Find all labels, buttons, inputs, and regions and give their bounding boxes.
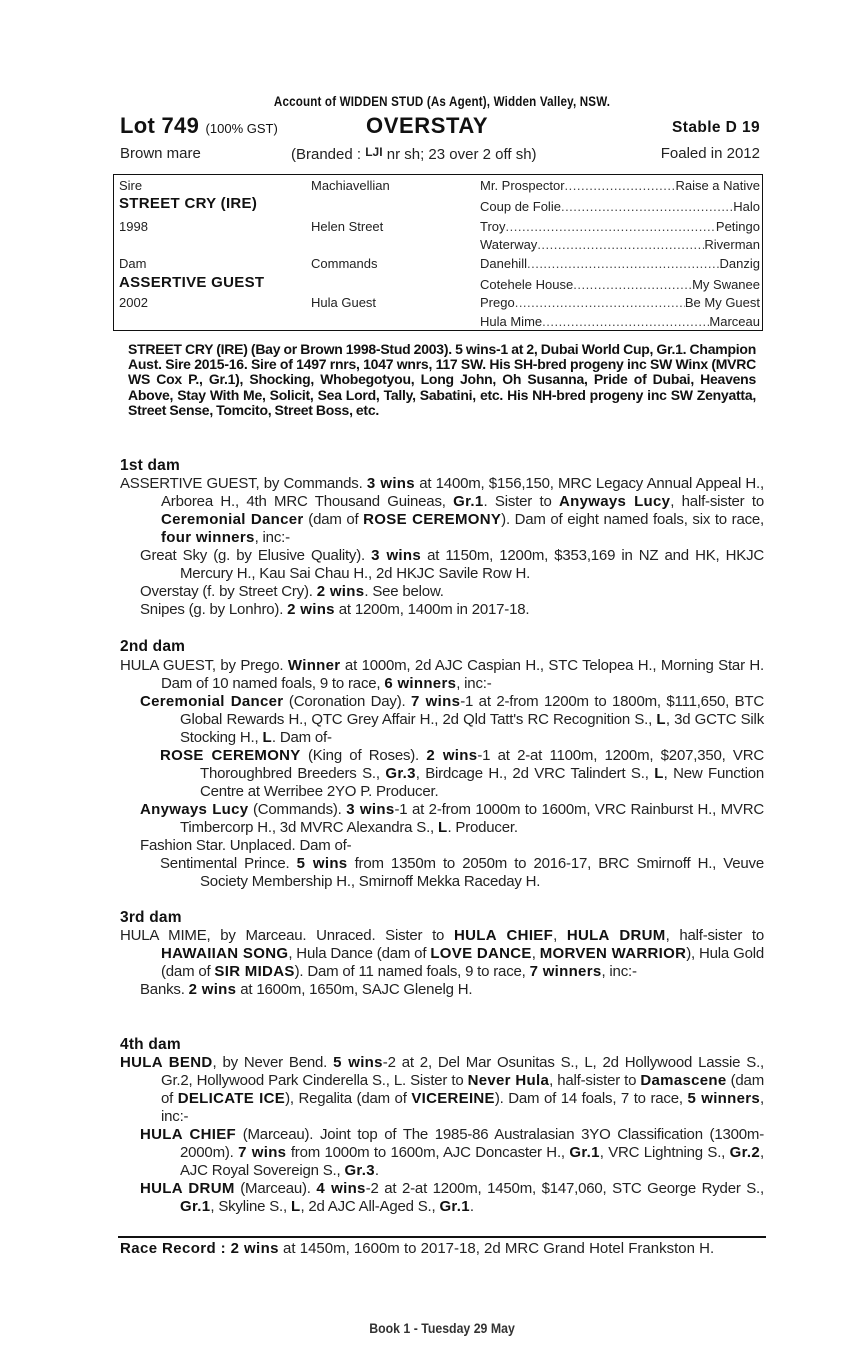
dam1-progeny: Great Sky (g. by Elusive Quality). 3 wins at 1150m, 1200m, $353,169 in NZ and HK, HKJC Mercury H., Kau Sai Chau H., 2d HKJC Savile Row H. — [140, 547, 765, 582]
page-footer: Book 1 - Tuesday 29 May — [369, 1320, 515, 1336]
bold-run: 5 wins — [296, 855, 348, 872]
dot-leader — [515, 295, 685, 310]
bold-run: HULA DRUM — [566, 927, 666, 944]
horse-description — [120, 145, 766, 165]
gg-left: Hula Mime — [480, 314, 543, 329]
dot-leader — [542, 314, 709, 329]
bold-run: 2 wins — [188, 981, 237, 998]
sire-summary: STREET CRY (IRE) (Bay or Brown 1998-Stud 2003). 5 wins-1 at 2, Dubai World Cup, Gr.1. Champion Aust. Sire 2015-16. Sire of 1497 rnrs, 1047 wnrs, 117 SW. His SH-bred progeny inc SW Winx (MVRC WS Cox P., Gr.1), Shocking, Whobegotyou, Long John, Oh Susanna, Pride of Dubai, Heavens Above, Stay With Me, Solicit, Sea Lord, Tally, Sabatini, etc. His NH-bred progeny inc SW Zenyatta, Street Sense, Tomcito, Street Boss, etc. — [128, 341, 756, 418]
dam1-progeny: Overstay (f. by Street Cry). 2 wins. See below. — [140, 583, 444, 600]
dam4-progeny: HULA DRUM (Marceau). 4 wins-2 at 2-at 1200m, 1450m, $147,060, STC George Ryder S., Gr.1, Skyline S., L, 2d AJC All-Aged S., Gr.1. — [140, 1180, 764, 1215]
grandparent-row — [480, 295, 760, 310]
bold-run: Gr.1 — [453, 493, 484, 510]
stable-location: Stable D 19 — [672, 119, 760, 136]
lot-header — [120, 113, 766, 141]
sire-sire: Machiavellian — [311, 178, 390, 193]
gg-right: Halo — [733, 199, 760, 214]
bold-run: Anyways Lucy — [140, 801, 249, 818]
dam1-progeny: Snipes (g. by Lonhro). 2 wins at 1200m, 1400m in 2017-18. — [140, 601, 530, 618]
section-heading-3rd-dam: 3rd dam — [120, 909, 182, 926]
bold-run: VICEREINE — [411, 1090, 495, 1107]
bold-run: 4 wins — [316, 1180, 366, 1197]
dam2-grand-progeny: Sentimental Prince. 5 wins from 1350m to 2050m to 2016-17, BRC Smirnoff H., Veuve Society Membership H., Smirnoff Mekka Raceday H. — [160, 855, 764, 890]
bold-run: 5 winners — [687, 1090, 761, 1107]
bold-run: 6 winners — [384, 675, 457, 692]
dot-leader — [537, 237, 704, 252]
bold-run: four winners — [161, 529, 255, 546]
bold-run: 7 wins — [238, 1144, 287, 1161]
bold-run: 2 wins — [316, 583, 365, 600]
vendor-line: Account of WIDDEN STUD (As Agent), Widden Valley, NSW. — [273, 94, 611, 109]
pedigree-box — [113, 174, 763, 331]
race-record: Race Record : 2 wins at 1450m, 1600m to 2017-18, 2d MRC Grand Hotel Frankston H. — [120, 1240, 715, 1257]
dam4-progeny: HULA CHIEF (Marceau). Joint top of The 1985-86 Australasian 3YO Classification (1300m-2000m). 7 wins from 1000m to 1600m, AJC Doncaster H., Gr.1, VRC Lightning S., Gr.2, AJC Royal Sovereign S., Gr.3. — [140, 1126, 764, 1179]
dam-year: 2002 — [119, 295, 148, 310]
brand-mark-icon: LJI — [365, 145, 383, 159]
bold-run: Damascene — [640, 1072, 727, 1089]
dam-label: Dam — [119, 256, 147, 271]
gg-left: Cotehele House — [480, 277, 574, 292]
gg-left: Waterway — [480, 237, 538, 252]
grandparent-row — [480, 199, 760, 214]
bold-run: DELICATE ICE — [177, 1090, 286, 1107]
foaled-year: Foaled in 2012 — [660, 145, 760, 162]
bold-run: 3 wins — [366, 475, 415, 492]
bold-run: Race Record : 2 wins — [120, 1240, 279, 1257]
bold-run: 3 wins — [346, 801, 395, 818]
brand-suffix: nr sh; 23 over 2 off sh) — [382, 146, 537, 163]
bold-run: SIR MIDAS — [214, 963, 295, 980]
bold-run: HULA CHIEF — [140, 1126, 237, 1143]
bold-run: 7 wins — [411, 693, 461, 710]
brand-prefix: (Branded : — [291, 146, 366, 163]
grandparent-row — [480, 277, 760, 292]
gg-left: Danehill — [480, 256, 527, 271]
dam2-para: HULA GUEST, by Prego. Winner at 1000m, 2d AJC Caspian H., STC Telopea H., Morning Star H. Dam of 10 named foals, 9 to race, 6 winners, inc:- — [120, 657, 764, 692]
grandparent-row — [480, 314, 760, 329]
grandparent-row — [480, 219, 760, 234]
color-sex: Brown mare — [120, 145, 201, 162]
bold-run: Gr.1 — [569, 1144, 600, 1161]
gg-right: My Swanee — [692, 277, 760, 292]
gg-left: Prego — [480, 295, 515, 310]
dam3-para: HULA MIME, by Marceau. Unraced. Sister to HULA CHIEF, HULA DRUM, half-sister to HAWAIIAN SONG, Hula Dance (dam of LOVE DANCE, MORVEN WARRIOR), Hula Gold (dam of SIR MIDAS). Dam of 11 named foals, 9 to race, 7 winners, inc:- — [120, 927, 765, 980]
gg-right: Riverman — [704, 237, 760, 252]
sire-year: 1998 — [119, 219, 148, 234]
bold-run: 5 wins — [333, 1054, 383, 1071]
dam3-section — [120, 927, 764, 999]
bold-run: HULA CHIEF — [453, 927, 554, 944]
bold-run: HULA DRUM — [140, 1180, 235, 1197]
bold-run: ROSE CEREMONY — [363, 511, 502, 528]
bold-run: Gr.2 — [729, 1144, 761, 1161]
section-heading-2nd-dam: 2nd dam — [120, 638, 186, 655]
bold-run: Anyways Lucy — [559, 493, 671, 510]
bold-run: Ceremonial Dancer — [161, 511, 304, 528]
section-heading-4th-dam: 4th dam — [120, 1036, 181, 1053]
lot-label: Lot 749 — [120, 113, 200, 138]
bold-run: 7 winners — [529, 963, 602, 980]
dam2-grand-progeny: ROSE CEREMONY (King of Roses). 2 wins-1 at 2-at 1100m, 1200m, $207,350, VRC Thoroughbred Breeders S., Gr.3, Birdcage H., 2d VRC Talindert S., L, New Function Centre at Werribee 2YO P. Producer. — [160, 747, 764, 800]
dam2-progeny: Ceremonial Dancer (Coronation Day). 7 wins-1 at 2-from 1200m to 1800m, $111,650, BTC Global Rewards H., QTC Grey Affair H., 2d Qld Tatt's RC Recognition S., L, 3d GCTC Silk Stocking H., L. Dam of- — [140, 693, 765, 746]
bold-run: ROSE CEREMONY — [160, 747, 301, 764]
sire-dam: Helen Street — [311, 219, 384, 234]
bold-run: Winner — [287, 657, 341, 674]
gg-right: Danzig — [719, 256, 760, 271]
gg-right: Raise a Native — [675, 178, 760, 193]
grandparent-row — [480, 256, 760, 271]
bold-run: Gr.1 — [180, 1198, 211, 1215]
dam-dam: Hula Guest — [311, 295, 377, 310]
dam4-section — [120, 1054, 764, 1216]
bold-run: Ceremonial Dancer — [140, 693, 284, 710]
gg-right: Marceau — [709, 314, 760, 329]
bold-run: Gr.3 — [385, 765, 416, 782]
dot-leader — [506, 219, 716, 234]
dot-leader — [573, 277, 692, 292]
grandparent-row — [480, 237, 760, 252]
bold-run: 2 wins — [426, 747, 478, 764]
grandparent-row — [480, 178, 760, 193]
gg-left: Troy — [480, 219, 506, 234]
dam1-section — [120, 475, 764, 619]
sire-name: STREET CRY (IRE) — [119, 195, 258, 212]
dam2-section — [120, 657, 764, 891]
bold-run: L — [290, 1198, 301, 1215]
dam3-progeny: Banks. 2 wins at 1600m, 1650m, SAJC Glenelg H. — [140, 981, 473, 998]
gst-note: (100% GST) — [205, 121, 278, 136]
dam-sire: Commands — [311, 256, 378, 271]
bold-run: Gr.3 — [344, 1162, 375, 1179]
dam2-progeny: Anyways Lucy (Commands). 3 wins-1 at 2-from 1000m to 1600m, VRC Rainburst H., MVRC Timbercorp H., 3d MVRC Alexandra S., L. Producer. — [140, 801, 765, 836]
bold-run: HULA BEND — [120, 1054, 213, 1071]
bold-run: HAWAIIAN SONG — [161, 945, 289, 962]
horse-name: OVERSTAY — [366, 113, 489, 138]
divider-rule — [118, 1236, 766, 1238]
lot-number — [120, 113, 278, 139]
dot-leader — [561, 199, 733, 214]
bold-run: LOVE DANCE — [430, 945, 532, 962]
gg-left: Coup de Folie — [480, 199, 561, 214]
gg-right: Petingo — [715, 219, 760, 234]
gg-right: Be My Guest — [684, 295, 760, 310]
bold-run: MORVEN WARRIOR — [539, 945, 687, 962]
bold-run: Gr.1 — [439, 1198, 470, 1215]
dot-leader — [565, 178, 676, 193]
dot-leader — [527, 256, 720, 271]
brand-info — [291, 145, 537, 163]
bold-run: L — [654, 765, 664, 782]
bold-run: L — [656, 711, 666, 728]
dam-name: ASSERTIVE GUEST — [119, 274, 265, 291]
bold-run: L — [437, 819, 448, 836]
bold-run: 3 wins — [371, 547, 421, 564]
gg-left: Mr. Prospector — [480, 178, 565, 193]
sire-label: Sire — [119, 178, 143, 193]
bold-run: 2 wins — [287, 601, 335, 618]
dam4-para: HULA BEND, by Never Bend. 5 wins-2 at 2, Del Mar Osunitas S., L, 2d Hollywood Lassie S., Gr.2, Hollywood Park Cinderella S., L. Sister to Never Hula, half-sister to Damascene (dam of DELICATE ICE), Regalita (dam of VICEREINE). Dam of 14 foals, 7 to race, 5 winners, inc:- — [120, 1054, 765, 1125]
dam2-progeny: Fashion Star. Unplaced. Dam of- — [140, 837, 352, 854]
bold-run: L — [262, 729, 272, 746]
dam1-para: ASSERTIVE GUEST, by Commands. 3 wins at 1400m, $156,150, MRC Legacy Annual Appeal H., Arborea H., 4th MRC Thousand Guineas, Gr.1. Sister to Anyways Lucy, half-sister to Ceremonial Dancer (dam of ROSE CEREMONY). Dam of eight named foals, six to race, four winners, inc:- — [120, 475, 765, 546]
bold-run: Never Hula — [467, 1072, 550, 1089]
section-heading-1st-dam: 1st dam — [120, 457, 180, 474]
